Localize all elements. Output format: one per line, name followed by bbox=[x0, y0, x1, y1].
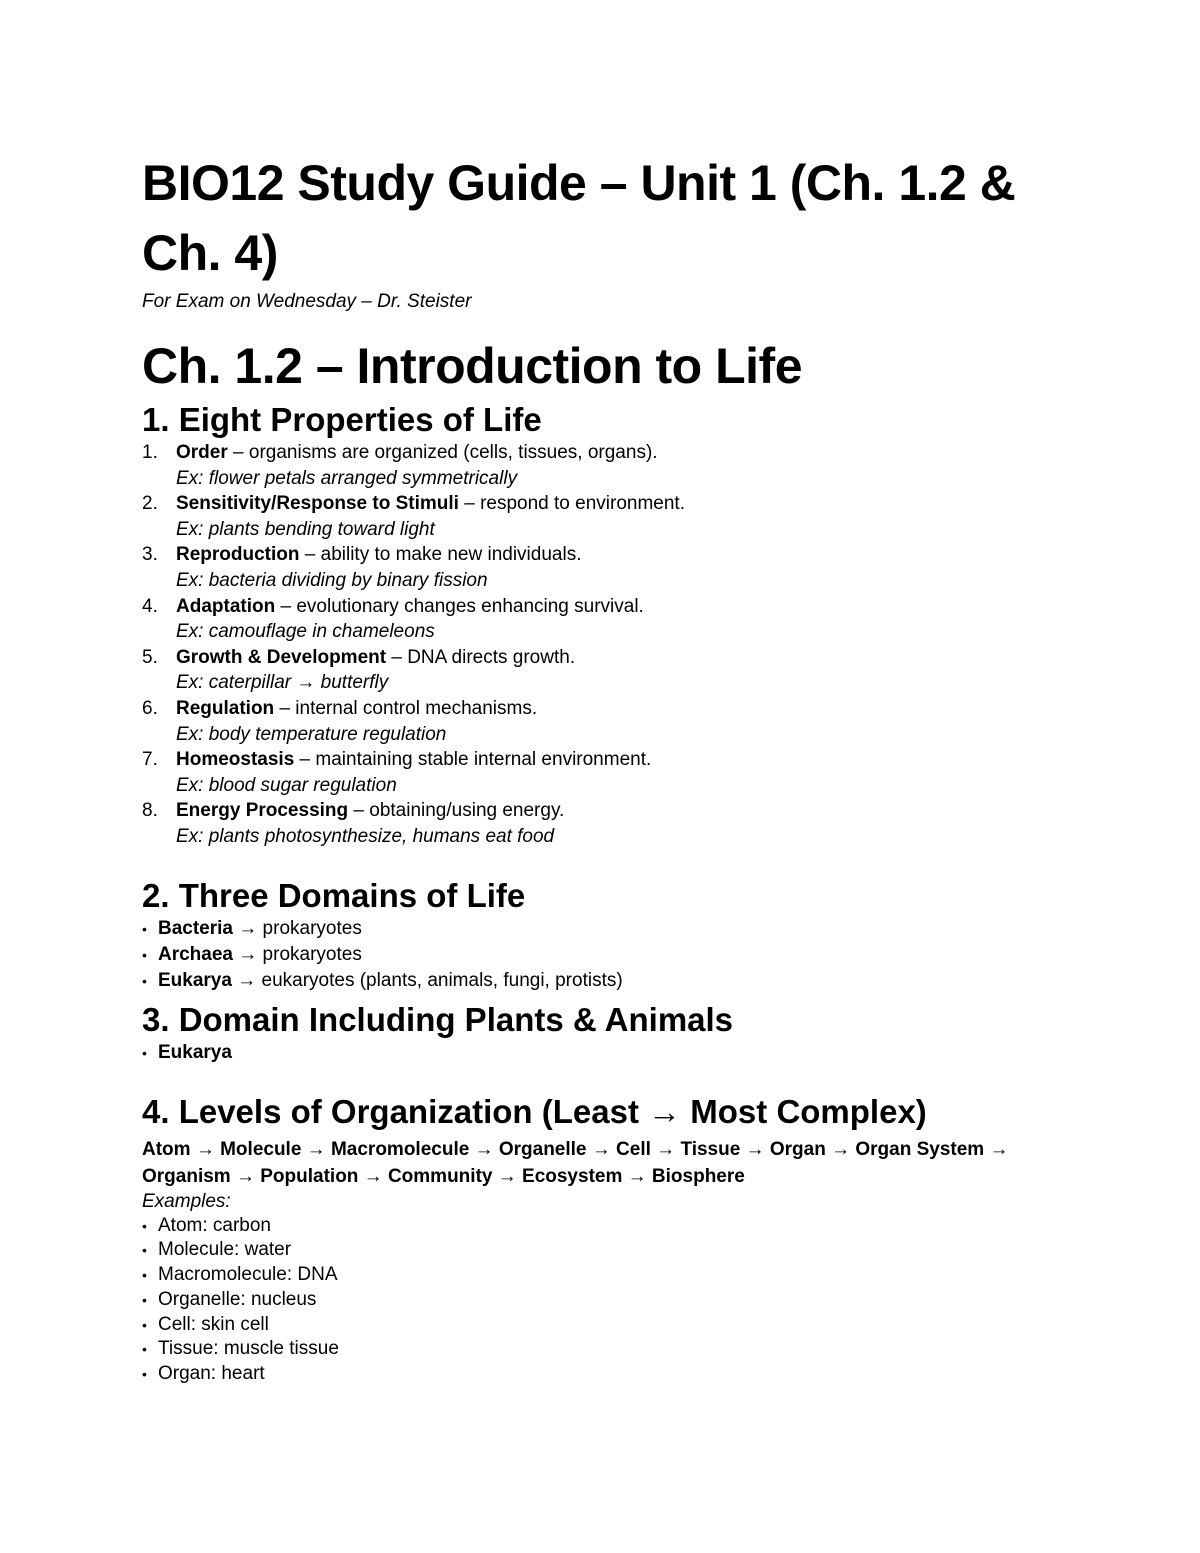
item-description: – internal control mechanisms. bbox=[274, 697, 538, 719]
list-item bbox=[142, 696, 1042, 747]
list-item bbox=[142, 1214, 1042, 1239]
item-term: Energy Processing bbox=[176, 800, 349, 822]
section-heading-domains: 2. Three Domains of Life bbox=[142, 876, 526, 914]
list-item bbox=[142, 1040, 1042, 1066]
levels-sequence: Atom → Molecule → Macromolecule → Organelle → Cell → Tissue → Organ → Organ System → Organism → Population → Community → Ecosystem → Biosphere bbox=[142, 1138, 1009, 1187]
list-item bbox=[142, 1238, 1042, 1263]
list-item bbox=[142, 542, 1042, 593]
item-example: Ex: bacteria dividing by binary fission bbox=[176, 569, 488, 591]
plants-animals-list bbox=[142, 1040, 1042, 1066]
item-number: 8. bbox=[142, 800, 158, 822]
examples-list bbox=[142, 1214, 1042, 1388]
example-text: Molecule: water bbox=[158, 1239, 292, 1261]
item-example: Ex: caterpillar → butterfly bbox=[176, 672, 389, 694]
bullet-icon: • bbox=[142, 1316, 147, 1333]
bullet-icon: • bbox=[142, 1341, 147, 1358]
bullet-icon: • bbox=[142, 920, 147, 937]
item-term: Eukarya bbox=[158, 969, 232, 991]
item-term: Sensitivity/Response to Stimuli bbox=[176, 493, 459, 515]
item-term: Reproduction bbox=[176, 544, 300, 566]
example-text: Organelle: nucleus bbox=[158, 1288, 317, 1310]
item-example: Ex: plants bending toward light bbox=[176, 518, 435, 540]
item-description: – evolutionary changes enhancing survival. bbox=[275, 595, 644, 617]
item-term: Bacteria bbox=[158, 917, 233, 939]
example-text: Tissue: muscle tissue bbox=[158, 1338, 339, 1360]
item-number: 3. bbox=[142, 544, 158, 566]
document-subtitle: For Exam on Wednesday – Dr. Steister bbox=[142, 291, 472, 312]
item-term: Order bbox=[176, 442, 228, 463]
list-item bbox=[142, 594, 1042, 645]
list-item bbox=[142, 1337, 1042, 1362]
item-description: → eukaryotes (plants, animals, fungi, protists) bbox=[231, 969, 623, 991]
properties-list bbox=[142, 440, 1042, 850]
list-item bbox=[142, 645, 1042, 696]
item-description: – maintaining stable internal environment. bbox=[294, 749, 652, 771]
list-item bbox=[142, 1288, 1042, 1313]
item-example: Ex: plants photosynthesize, humans eat food bbox=[176, 825, 555, 847]
list-item bbox=[142, 440, 1042, 491]
item-example: Ex: blood sugar regulation bbox=[176, 774, 397, 796]
bullet-icon: • bbox=[142, 1267, 147, 1284]
item-example: Ex: flower petals arranged symmetrically bbox=[176, 467, 518, 489]
item-number: 2. bbox=[142, 493, 158, 515]
item-description: → prokaryotes bbox=[233, 943, 362, 965]
item-description: – DNA directs growth. bbox=[386, 646, 576, 668]
item-description: – organisms are organized (cells, tissues, organs). bbox=[227, 442, 658, 463]
item-term: Archaea bbox=[158, 943, 233, 965]
item-description: – ability to make new individuals. bbox=[299, 544, 582, 566]
item-number: 7. bbox=[142, 749, 158, 771]
bullet-icon: • bbox=[142, 972, 147, 989]
section-heading-levels: 4. Levels of Organization (Least → Most Complex) bbox=[142, 1092, 927, 1130]
list-item bbox=[142, 968, 1042, 994]
item-description: → prokaryotes bbox=[233, 917, 362, 939]
list-item bbox=[142, 1263, 1042, 1288]
item-term: Regulation bbox=[176, 697, 275, 719]
example-text: Atom: carbon bbox=[158, 1214, 271, 1236]
examples-label: Examples: bbox=[142, 1190, 231, 1212]
list-item bbox=[142, 491, 1042, 542]
list-item bbox=[142, 942, 1042, 968]
item-term: Growth & Development bbox=[176, 646, 387, 668]
item-number: 4. bbox=[142, 595, 158, 617]
document-page bbox=[142, 148, 1042, 1387]
list-item bbox=[142, 798, 1042, 849]
bullet-icon: • bbox=[142, 1291, 147, 1308]
list-item bbox=[142, 1362, 1042, 1387]
list-item bbox=[142, 747, 1042, 798]
list-item bbox=[142, 1313, 1042, 1338]
item-number: 5. bbox=[142, 646, 158, 668]
bullet-icon: • bbox=[142, 946, 147, 963]
item-term: Eukarya bbox=[158, 1041, 232, 1063]
item-number: 6. bbox=[142, 697, 158, 719]
item-term: Homeostasis bbox=[176, 749, 295, 771]
item-description: – obtaining/using energy. bbox=[348, 800, 565, 822]
item-term: Adaptation bbox=[176, 595, 276, 617]
example-text: Cell: skin cell bbox=[158, 1313, 269, 1335]
chapter-title: Ch. 1.2 – Introduction to Life bbox=[142, 338, 802, 394]
example-text: Macromolecule: DNA bbox=[158, 1264, 338, 1286]
bullet-icon: • bbox=[142, 1044, 147, 1061]
bullet-icon: • bbox=[142, 1242, 147, 1259]
item-example: Ex: body temperature regulation bbox=[176, 723, 447, 745]
bullet-icon: • bbox=[142, 1366, 147, 1383]
example-text: Organ: heart bbox=[158, 1363, 265, 1385]
section-heading-properties: 1. Eight Properties of Life bbox=[142, 401, 542, 438]
item-description: – respond to environment. bbox=[458, 493, 685, 515]
list-item bbox=[142, 916, 1042, 942]
document-title: BIO12 Study Guide – Unit 1 (Ch. 1.2 & Ch. 4) bbox=[142, 155, 1016, 281]
section-heading-plants-animals: 3. Domain Including Plants & Animals bbox=[142, 1000, 734, 1038]
item-number: 1. bbox=[142, 442, 158, 463]
item-example: Ex: camouflage in chameleons bbox=[176, 621, 435, 643]
bullet-icon: • bbox=[142, 1217, 147, 1234]
domains-list bbox=[142, 916, 1042, 994]
